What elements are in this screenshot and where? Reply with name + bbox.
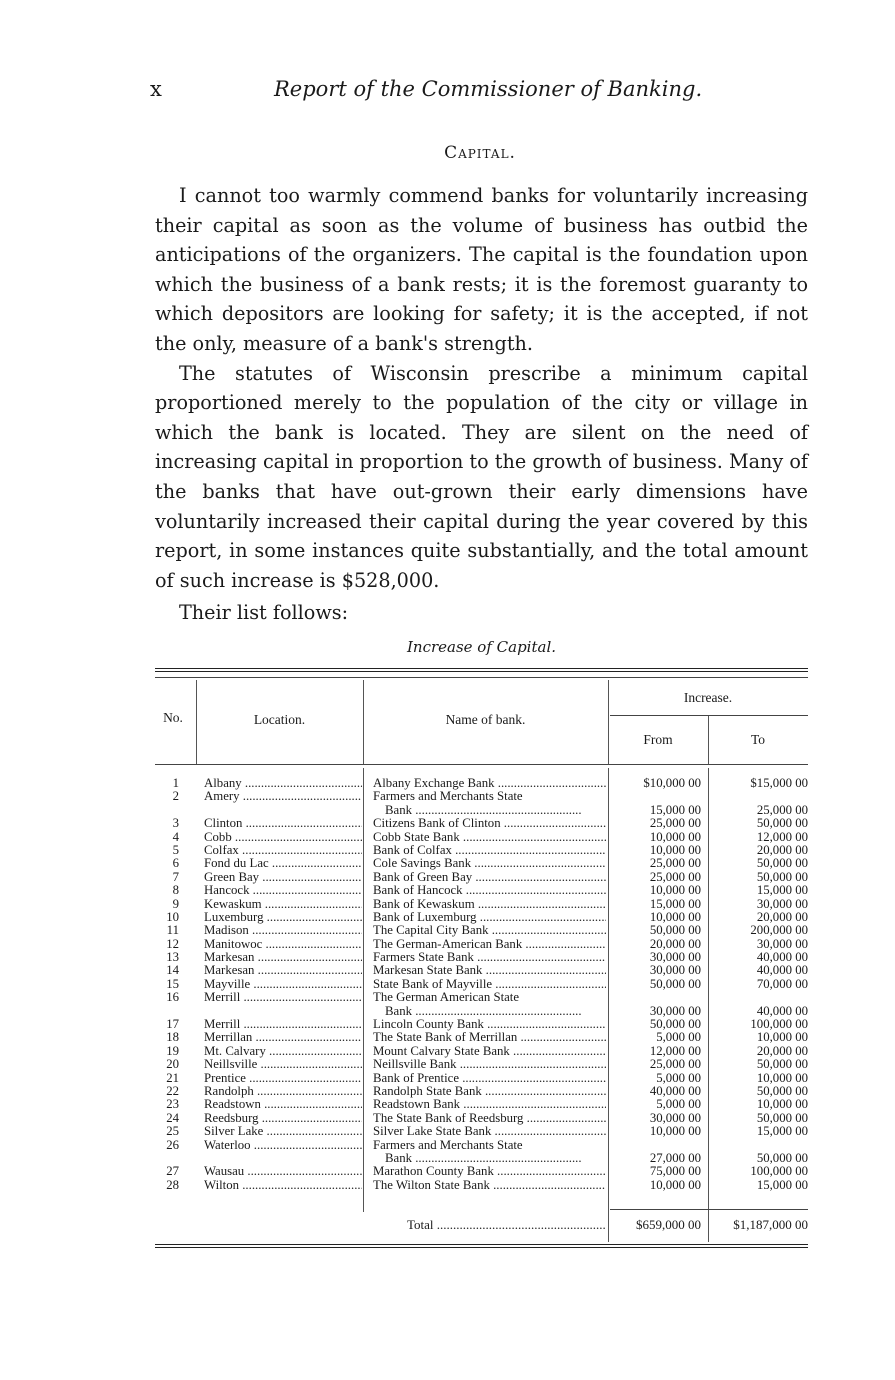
- row-location: Markesan .....: [204, 951, 362, 964]
- row-number: 26: [166, 1137, 179, 1152]
- row-location: Waterloo .....: [204, 1139, 362, 1152]
- table-row: [155, 1165, 808, 1178]
- table-top-rule-inner: [155, 677, 808, 678]
- row-from: 30,000 00: [649, 1110, 701, 1125]
- row-bank-name: Bank of Green Bay .....: [373, 871, 606, 884]
- row-number: 2: [172, 789, 179, 804]
- running-head: [150, 72, 810, 106]
- table-top-rule: [155, 668, 808, 672]
- table-row: [155, 884, 808, 897]
- row-bank-name: Citizens Bank of Clinton .....: [373, 817, 606, 830]
- row-location: Amery .....: [204, 790, 362, 803]
- row-location: Green Bay .....: [204, 871, 362, 884]
- section-title: Capital.: [444, 143, 516, 163]
- row-bank-name: The Capital City Bank .....: [373, 924, 606, 937]
- row-from: 30,000 00: [649, 950, 701, 965]
- table-row: [155, 951, 808, 964]
- table-row: [155, 790, 808, 817]
- row-to: 20,000 00: [756, 1043, 808, 1058]
- table-row: [155, 911, 808, 924]
- row-from: 30,000 00: [649, 1003, 701, 1018]
- row-from: 50,000 00: [649, 976, 701, 991]
- row-from: 20,000 00: [649, 936, 701, 951]
- row-from: 50,000 00: [649, 1017, 701, 1032]
- row-location: Neillsville .....: [204, 1058, 362, 1071]
- row-from: 25,000 00: [649, 816, 701, 831]
- row-location: Merrill .....: [204, 991, 362, 1004]
- row-location: Mayville .....: [204, 978, 362, 991]
- row-number: 16: [166, 990, 179, 1005]
- table-row: [155, 1072, 808, 1085]
- row-bank-name: Marathon County Bank .....: [373, 1165, 606, 1178]
- row-from: $10,000 00: [643, 776, 701, 790]
- row-to: 15,000 00: [756, 1124, 808, 1139]
- row-from: 75,000 00: [649, 1164, 701, 1179]
- table-row: [155, 1098, 808, 1111]
- header-increase: Increase.: [683, 690, 733, 705]
- row-bank-name: Farmers State Bank .....: [373, 951, 606, 964]
- row-from: 10,000 00: [649, 883, 701, 898]
- row-location: Randolph .....: [204, 1085, 362, 1098]
- header-name-of-bank: Name of bank.: [445, 712, 526, 727]
- row-bank-name: The German American State: [373, 991, 520, 1005]
- row-to: $15,000 00: [750, 776, 808, 790]
- row-number: 8: [172, 883, 179, 898]
- header-bottom-rule: [155, 764, 808, 765]
- row-bank-name: Silver Lake State Bank .....: [373, 1125, 606, 1138]
- row-bank-name: The Wilton State Bank .....: [373, 1179, 606, 1192]
- table-row: [155, 1085, 808, 1098]
- row-to: 30,000 00: [756, 936, 808, 951]
- row-to: 10,000 00: [756, 1097, 808, 1112]
- header-no: No.: [163, 710, 183, 725]
- row-to: 100,000 00: [750, 1164, 808, 1179]
- row-location: Readstown .....: [204, 1098, 362, 1111]
- row-to: 40,000 00: [756, 950, 808, 965]
- row-bank-name: Mount Calvary State Bank .....: [373, 1045, 606, 1058]
- page-folio: x: [150, 77, 162, 101]
- row-to: 15,000 00: [756, 1177, 808, 1192]
- row-location: Albany .....: [204, 777, 362, 790]
- row-number: 3: [172, 816, 179, 831]
- row-to: 50,000 00: [756, 816, 808, 831]
- row-location: Luxemburg .....: [204, 911, 362, 924]
- row-bank-name: Markesan State Bank .....: [373, 964, 606, 977]
- table-row: [155, 898, 808, 911]
- row-to: 50,000 00: [756, 1110, 808, 1125]
- row-from: 10,000 00: [649, 1124, 701, 1139]
- table-row: [155, 844, 808, 857]
- row-to: 40,000 00: [756, 1003, 808, 1018]
- header-from: From: [643, 732, 673, 747]
- table-caption: Increase of Capital.: [406, 638, 557, 656]
- sum-rule: [610, 1209, 808, 1210]
- row-bank-name: Bank of Luxemburg .....: [373, 911, 606, 924]
- row-from: 5,000 00: [656, 1030, 701, 1045]
- row-from: 25,000 00: [649, 869, 701, 884]
- row-bank-name: Farmers and Merchants State: [373, 1138, 523, 1152]
- row-from: 5,000 00: [656, 1070, 701, 1085]
- row-location: Merrill .....: [204, 1018, 362, 1031]
- row-to: 50,000 00: [756, 856, 808, 871]
- row-number: 15: [166, 976, 179, 991]
- row-from: 15,000 00: [649, 896, 701, 911]
- row-bank-name: Farmers and Merchants State: [373, 790, 523, 804]
- row-to: 50,000 00: [756, 1150, 808, 1165]
- row-number: 22: [166, 1084, 179, 1099]
- total-to: $1,187,000 00: [733, 1217, 808, 1232]
- row-bank-name: Albany Exchange Bank .....: [373, 777, 606, 790]
- row-bank-name: Cobb State Bank .....: [373, 831, 606, 844]
- header-to: To: [750, 732, 766, 747]
- increase-rule: [610, 715, 808, 716]
- row-location: Manitowoc .....: [204, 938, 362, 951]
- row-location: Colfax .....: [204, 844, 362, 857]
- row-from: 12,000 00: [649, 1043, 701, 1058]
- row-bank-name: Bank of Prentice .....: [373, 1072, 606, 1085]
- row-number: 18: [166, 1030, 179, 1045]
- header-location: Location.: [253, 712, 306, 727]
- row-to: 30,000 00: [756, 896, 808, 911]
- paragraph: The statutes of Wisconsin prescribe a minimum capital proportioned merely to the population of the city or village in which the bank is located. They are silent on the need of increasing capital in proportion to the growth of business. Many of the banks that have out-grown their early dimensions have voluntarily increased their capital during the year covered by this report, in some instances quite substantially, and the total amount of such increase is $528,000.: [155, 361, 808, 592]
- row-number: 19: [166, 1043, 179, 1058]
- row-to: 50,000 00: [756, 1084, 808, 1099]
- row-location: Madison .....: [204, 924, 362, 937]
- row-number: 10: [166, 909, 179, 924]
- row-number: 13: [166, 950, 179, 965]
- row-from: 50,000 00: [649, 923, 701, 938]
- row-to: 70,000 00: [756, 976, 808, 991]
- body-text: [155, 181, 808, 628]
- row-to: 50,000 00: [756, 869, 808, 884]
- table-row: [155, 871, 808, 884]
- row-number: 4: [172, 829, 179, 844]
- row-bank-name: Bank of Kewaskum .....: [373, 898, 606, 911]
- table-body: [155, 777, 808, 1192]
- row-from: 5,000 00: [656, 1097, 701, 1112]
- table-row: [155, 1179, 808, 1192]
- row-from: 10,000 00: [649, 829, 701, 844]
- table-row: [155, 831, 808, 844]
- row-bank-name: Neillsville Bank .....: [373, 1058, 606, 1071]
- row-number: 21: [166, 1070, 179, 1085]
- row-to: 25,000 00: [756, 802, 808, 817]
- table-row: [155, 1031, 808, 1044]
- row-from: 10,000 00: [649, 842, 701, 857]
- row-to: 20,000 00: [756, 909, 808, 924]
- row-bank-name: The German-American Bank .....: [373, 938, 606, 951]
- row-number: 6: [172, 856, 179, 871]
- row-number: 5: [172, 842, 179, 857]
- row-bank-name-continued: Bank .....: [385, 1005, 606, 1018]
- total-row: [155, 1216, 808, 1234]
- row-bank-name: State Bank of Mayville .....: [373, 978, 606, 991]
- increase-of-capital-table: [155, 668, 808, 1252]
- table-row: [155, 964, 808, 977]
- row-to: 10,000 00: [756, 1070, 808, 1085]
- total-from: $659,000 00: [636, 1217, 701, 1232]
- row-from: 30,000 00: [649, 963, 701, 978]
- table-row: [155, 991, 808, 1018]
- row-bank-name-continued: Bank .....: [385, 1152, 606, 1165]
- row-bank-name-continued: Bank .....: [385, 804, 606, 817]
- row-from: 25,000 00: [649, 1057, 701, 1072]
- row-location: Cobb .....: [204, 831, 362, 844]
- paragraph: I cannot too warmly commend banks for voluntarily increasing their capital as soon as the volume of business has outbid the anticipations of the organizers. The capital is the foundation upon which the business of a bank rests; it is the foremost guaranty to which depositors are looking for safety; it is the accepted, if not the only, measure of a bank's strength.: [155, 184, 808, 355]
- row-location: Mt. Calvary .....: [204, 1045, 362, 1058]
- row-bank-name: Randolph State Bank .....: [373, 1085, 606, 1098]
- row-to: 12,000 00: [756, 829, 808, 844]
- table-row: [155, 1125, 808, 1138]
- row-number: 27: [166, 1164, 179, 1179]
- row-location: Prentice .....: [204, 1072, 362, 1085]
- table-row: [155, 777, 808, 790]
- table-row: [155, 857, 808, 870]
- row-bank-name: Readstown Bank .....: [373, 1098, 606, 1111]
- row-to: 10,000 00: [756, 1030, 808, 1045]
- row-location: Kewaskum .....: [204, 898, 362, 911]
- row-from: 25,000 00: [649, 856, 701, 871]
- row-location: Fond du Lac .....: [204, 857, 362, 870]
- row-number: 12: [166, 936, 179, 951]
- table-row: [155, 1018, 808, 1031]
- row-location: Clinton .....: [204, 817, 362, 830]
- table-row: [155, 1045, 808, 1058]
- total-label: Total .....: [407, 1216, 605, 1234]
- row-number: 24: [166, 1110, 179, 1125]
- row-bank-name: The State Bank of Merrillan .....: [373, 1031, 606, 1044]
- row-location: Markesan .....: [204, 964, 362, 977]
- row-to: 15,000 00: [756, 883, 808, 898]
- table-row: [155, 1058, 808, 1071]
- row-bank-name: The State Bank of Reedsburg .....: [373, 1112, 606, 1125]
- row-bank-name: Lincoln County Bank .....: [373, 1018, 606, 1031]
- row-to: 100,000 00: [750, 1017, 808, 1032]
- row-from: 27,000 00: [649, 1150, 701, 1165]
- table-row: [155, 924, 808, 937]
- report-title: Report of the Commissioner of Banking.: [274, 77, 703, 101]
- row-location: Silver Lake .....: [204, 1125, 362, 1138]
- table-bottom-rule: [155, 1244, 808, 1248]
- paragraph: Their list follows:: [179, 601, 349, 625]
- row-from: 15,000 00: [649, 802, 701, 817]
- row-location: Wausau .....: [204, 1165, 362, 1178]
- row-number: 23: [166, 1097, 179, 1112]
- row-from: 40,000 00: [649, 1084, 701, 1099]
- table-row: [155, 938, 808, 951]
- row-location: Wilton .....: [204, 1179, 362, 1192]
- row-number: 1: [172, 776, 179, 790]
- table-row: [155, 817, 808, 830]
- row-bank-name: Cole Savings Bank .....: [373, 857, 606, 870]
- row-from: 10,000 00: [649, 909, 701, 924]
- row-number: 7: [172, 869, 179, 884]
- row-bank-name: Bank of Colfax .....: [373, 844, 606, 857]
- row-bank-name: Bank of Hancock .....: [373, 884, 606, 897]
- row-to: 50,000 00: [756, 1057, 808, 1072]
- row-to: 200,000 00: [750, 923, 808, 938]
- row-number: 14: [166, 963, 179, 978]
- row-number: 11: [166, 923, 179, 938]
- row-location: Merrillan .....: [204, 1031, 362, 1044]
- row-to: 40,000 00: [756, 963, 808, 978]
- row-from: 10,000 00: [649, 1177, 701, 1192]
- row-number: 20: [166, 1057, 179, 1072]
- row-number: 28: [166, 1177, 179, 1192]
- row-location: Hancock .....: [204, 884, 362, 897]
- table-row: [155, 978, 808, 991]
- row-number: 17: [166, 1017, 179, 1032]
- row-number: 25: [166, 1124, 179, 1139]
- row-location: Reedsburg .....: [204, 1112, 362, 1125]
- row-number: 9: [172, 896, 179, 911]
- table-row: [155, 1139, 808, 1166]
- row-to: 20,000 00: [756, 842, 808, 857]
- table-row: [155, 1112, 808, 1125]
